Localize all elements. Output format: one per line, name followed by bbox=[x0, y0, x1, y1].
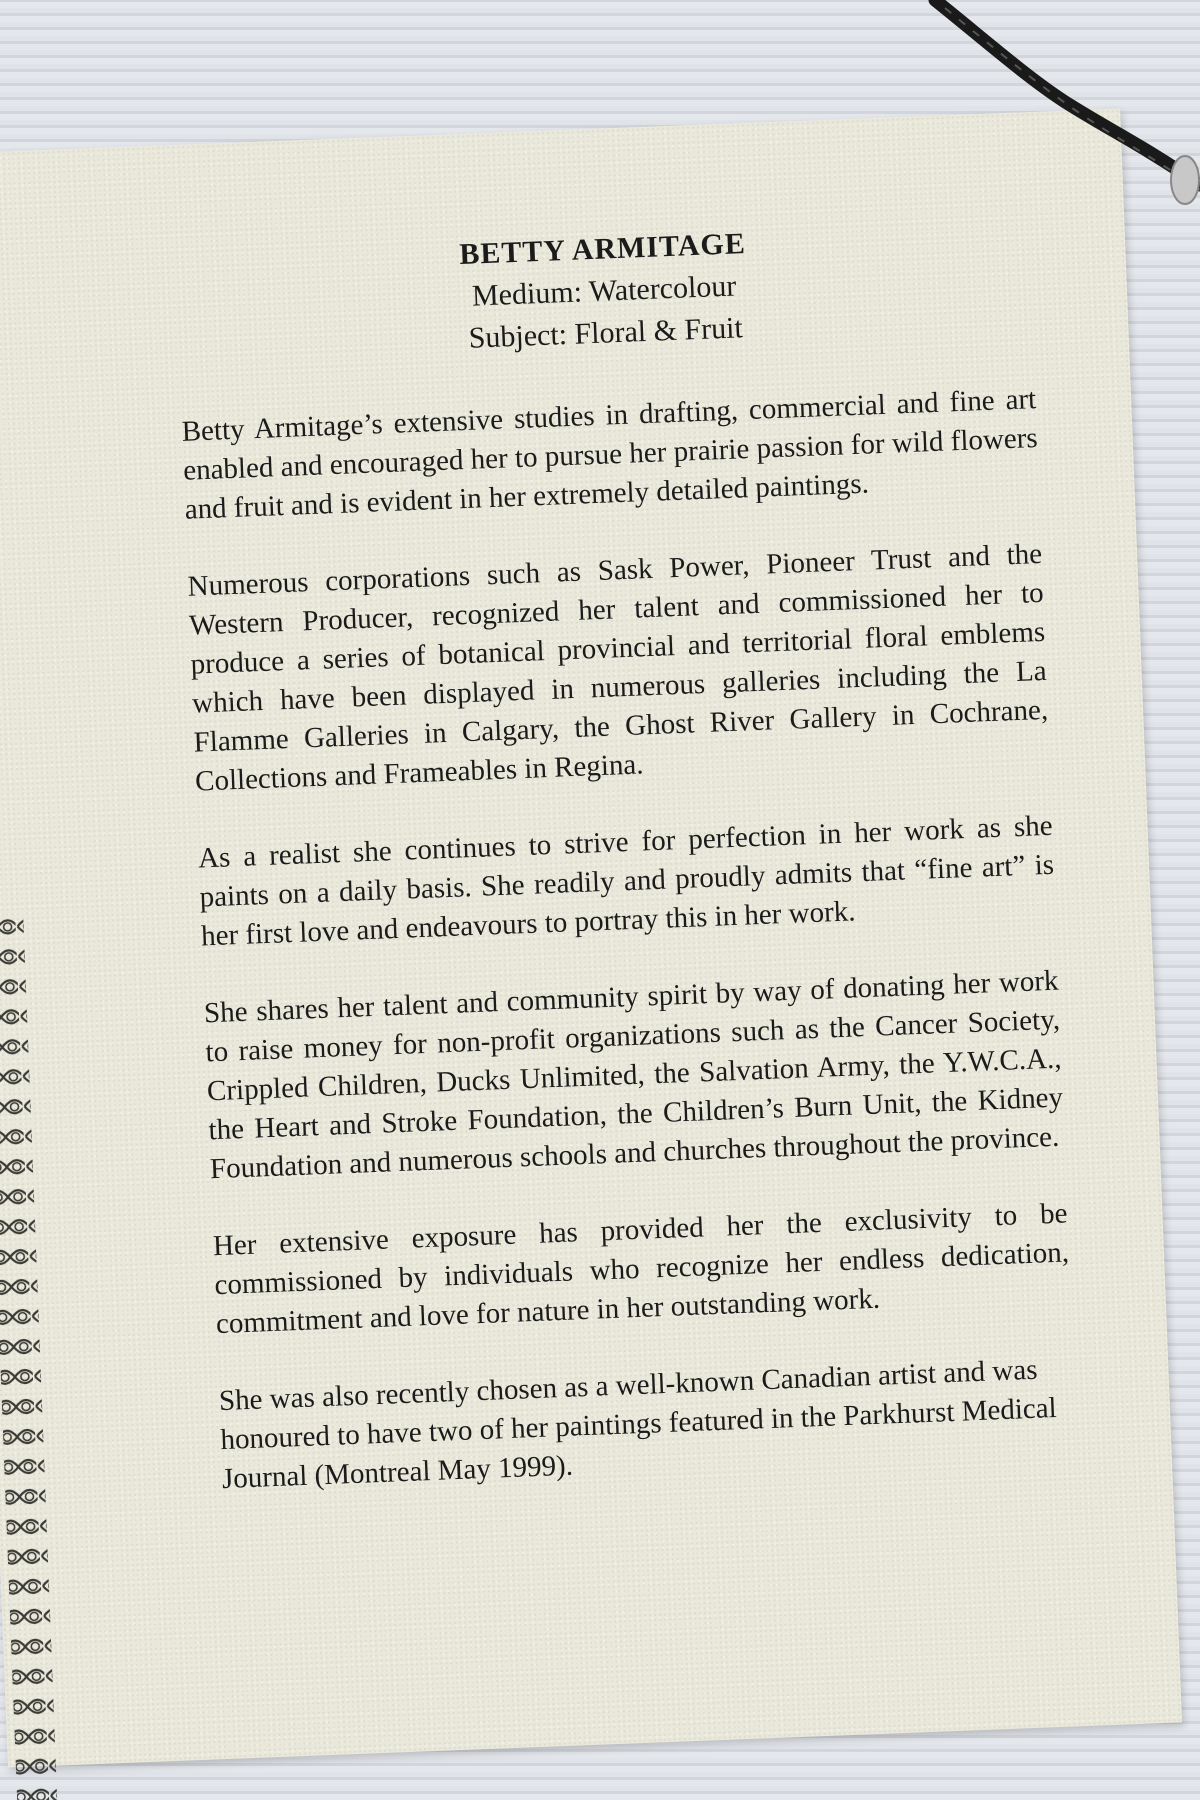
bio-paragraph-2: Numerous corporations such as Sask Power, Pioneer Trust and the Western Producer, recognized her talent and commissioned her to produce a series of botanical provincial and territorial floral emblems which have been displayed in numerous galleries including the La Flamme Galleries in Calgary, the Ghost River Gallery in Cochrane, Collections and Frameables in Regina. bbox=[187, 537, 1049, 798]
bio-paragraph-4: She shares her talent and community spirit by way of donating her work to raise money for non-profit organizations such as the Cancer Society, Crippled Children, Ducks Unlimited, the Salvation Army, the Y.W.C.A., the Heart and Stroke Foundation, the Children’s Burn Unit, the Kidney Foundation and numerous schools and churches throughout the province. bbox=[203, 964, 1064, 1186]
subject-line: Subject: Floral & Fruit bbox=[468, 311, 744, 355]
artist-name: BETTY ARMITAGE bbox=[458, 227, 747, 272]
bio-paragraph-5: Her extensive exposure has provided her the exclusivity to be commissioned by individuals who recognize her endless dedication, commitment and love for nature in her outstanding work. bbox=[212, 1197, 1070, 1341]
bio-paragraph-3: As a realist she continues to strive for perfection in her work as she paints on a daily basis. She readily and proudly admits that “fine art” is her first love and endeavours to portray this in her work. bbox=[197, 809, 1055, 953]
braided-hanging-cord bbox=[0, 0, 1200, 260]
bio-paragraph-1: Betty Armitage’s extensive studies in drafting, commercial and fine art enabled and encouraged her to pursue her prairie passion for wild flowers and fruit and is evident in her extremely detailed paintings. bbox=[181, 383, 1039, 526]
bio-paragraph-6: She was also recently chosen as a well-known Canadian artist and was honoured to have two of her paintings featured in the Parkhurst Medical Journal (Montreal May 1999). bbox=[218, 1353, 1058, 1496]
artist-bio-card bbox=[0, 109, 1182, 1768]
medium-line: Medium: Watercolour bbox=[471, 269, 737, 313]
celtic-knot-border bbox=[0, 911, 73, 1800]
bio-content bbox=[175, 212, 1079, 1537]
